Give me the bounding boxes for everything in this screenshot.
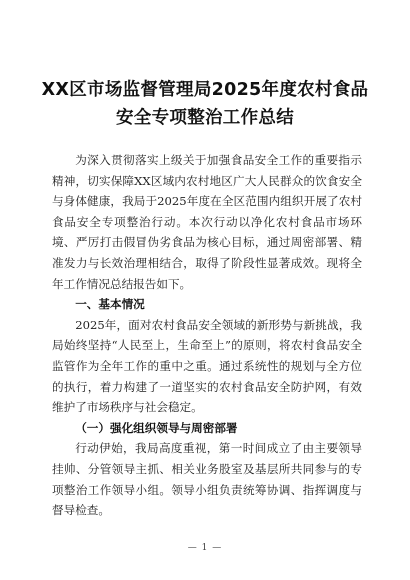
subsection-heading-organization: （一）强化组织领导与周密部署 — [75, 420, 238, 435]
document-title — [40, 76, 370, 132]
page-number: — 1 — — [187, 543, 223, 553]
subsection-paragraph-organization: 行动伊始，我局高度重视，第一时间成立了由主要领导挂帅、分管领导主抓、相关业务股室及基层所共同参与的专项整治工作领导小组。领导小组负责统筹协调、指挥调度与督导检查。 — [52, 441, 362, 518]
title-line-1: XX区市场监督管理局2025年度农村食品 — [41, 80, 369, 100]
title-line-2: 安全专项整治工作总结 — [116, 108, 294, 128]
section-paragraph-basic-situation: 2025年，面对农村食品安全领域的新形势与新挑战，我局始终坚持“人民至上，生命至上”的原则，将农村食品安全监管作为全年工作的重中之重。通过系统性的规划与全方位的执行，着力构建了一道坚实的农村食品安全防护网，有效维护了市场秩序与社会稳定。 — [52, 317, 362, 415]
document-body — [52, 150, 362, 521]
intro-paragraph: 为深入贯彻落实上级关于加强食品安全工作的重要指示精神，切实保障XX区域内农村地区广大人民群众的饮食安全与身体健康，我局于2025年度在全区范围内组织开展了农村食品安全专项整治行动。本次行动以净化农村食品市场环境、严厉打击假冒伪劣食品为核心目标，通过周密部署、精准发力与长效治理相结合，取得了阶段性显著成效。现将全年工作情况总结报告如下。 — [52, 153, 362, 291]
section-heading-basic-situation: 一、基本情况 — [75, 297, 145, 312]
